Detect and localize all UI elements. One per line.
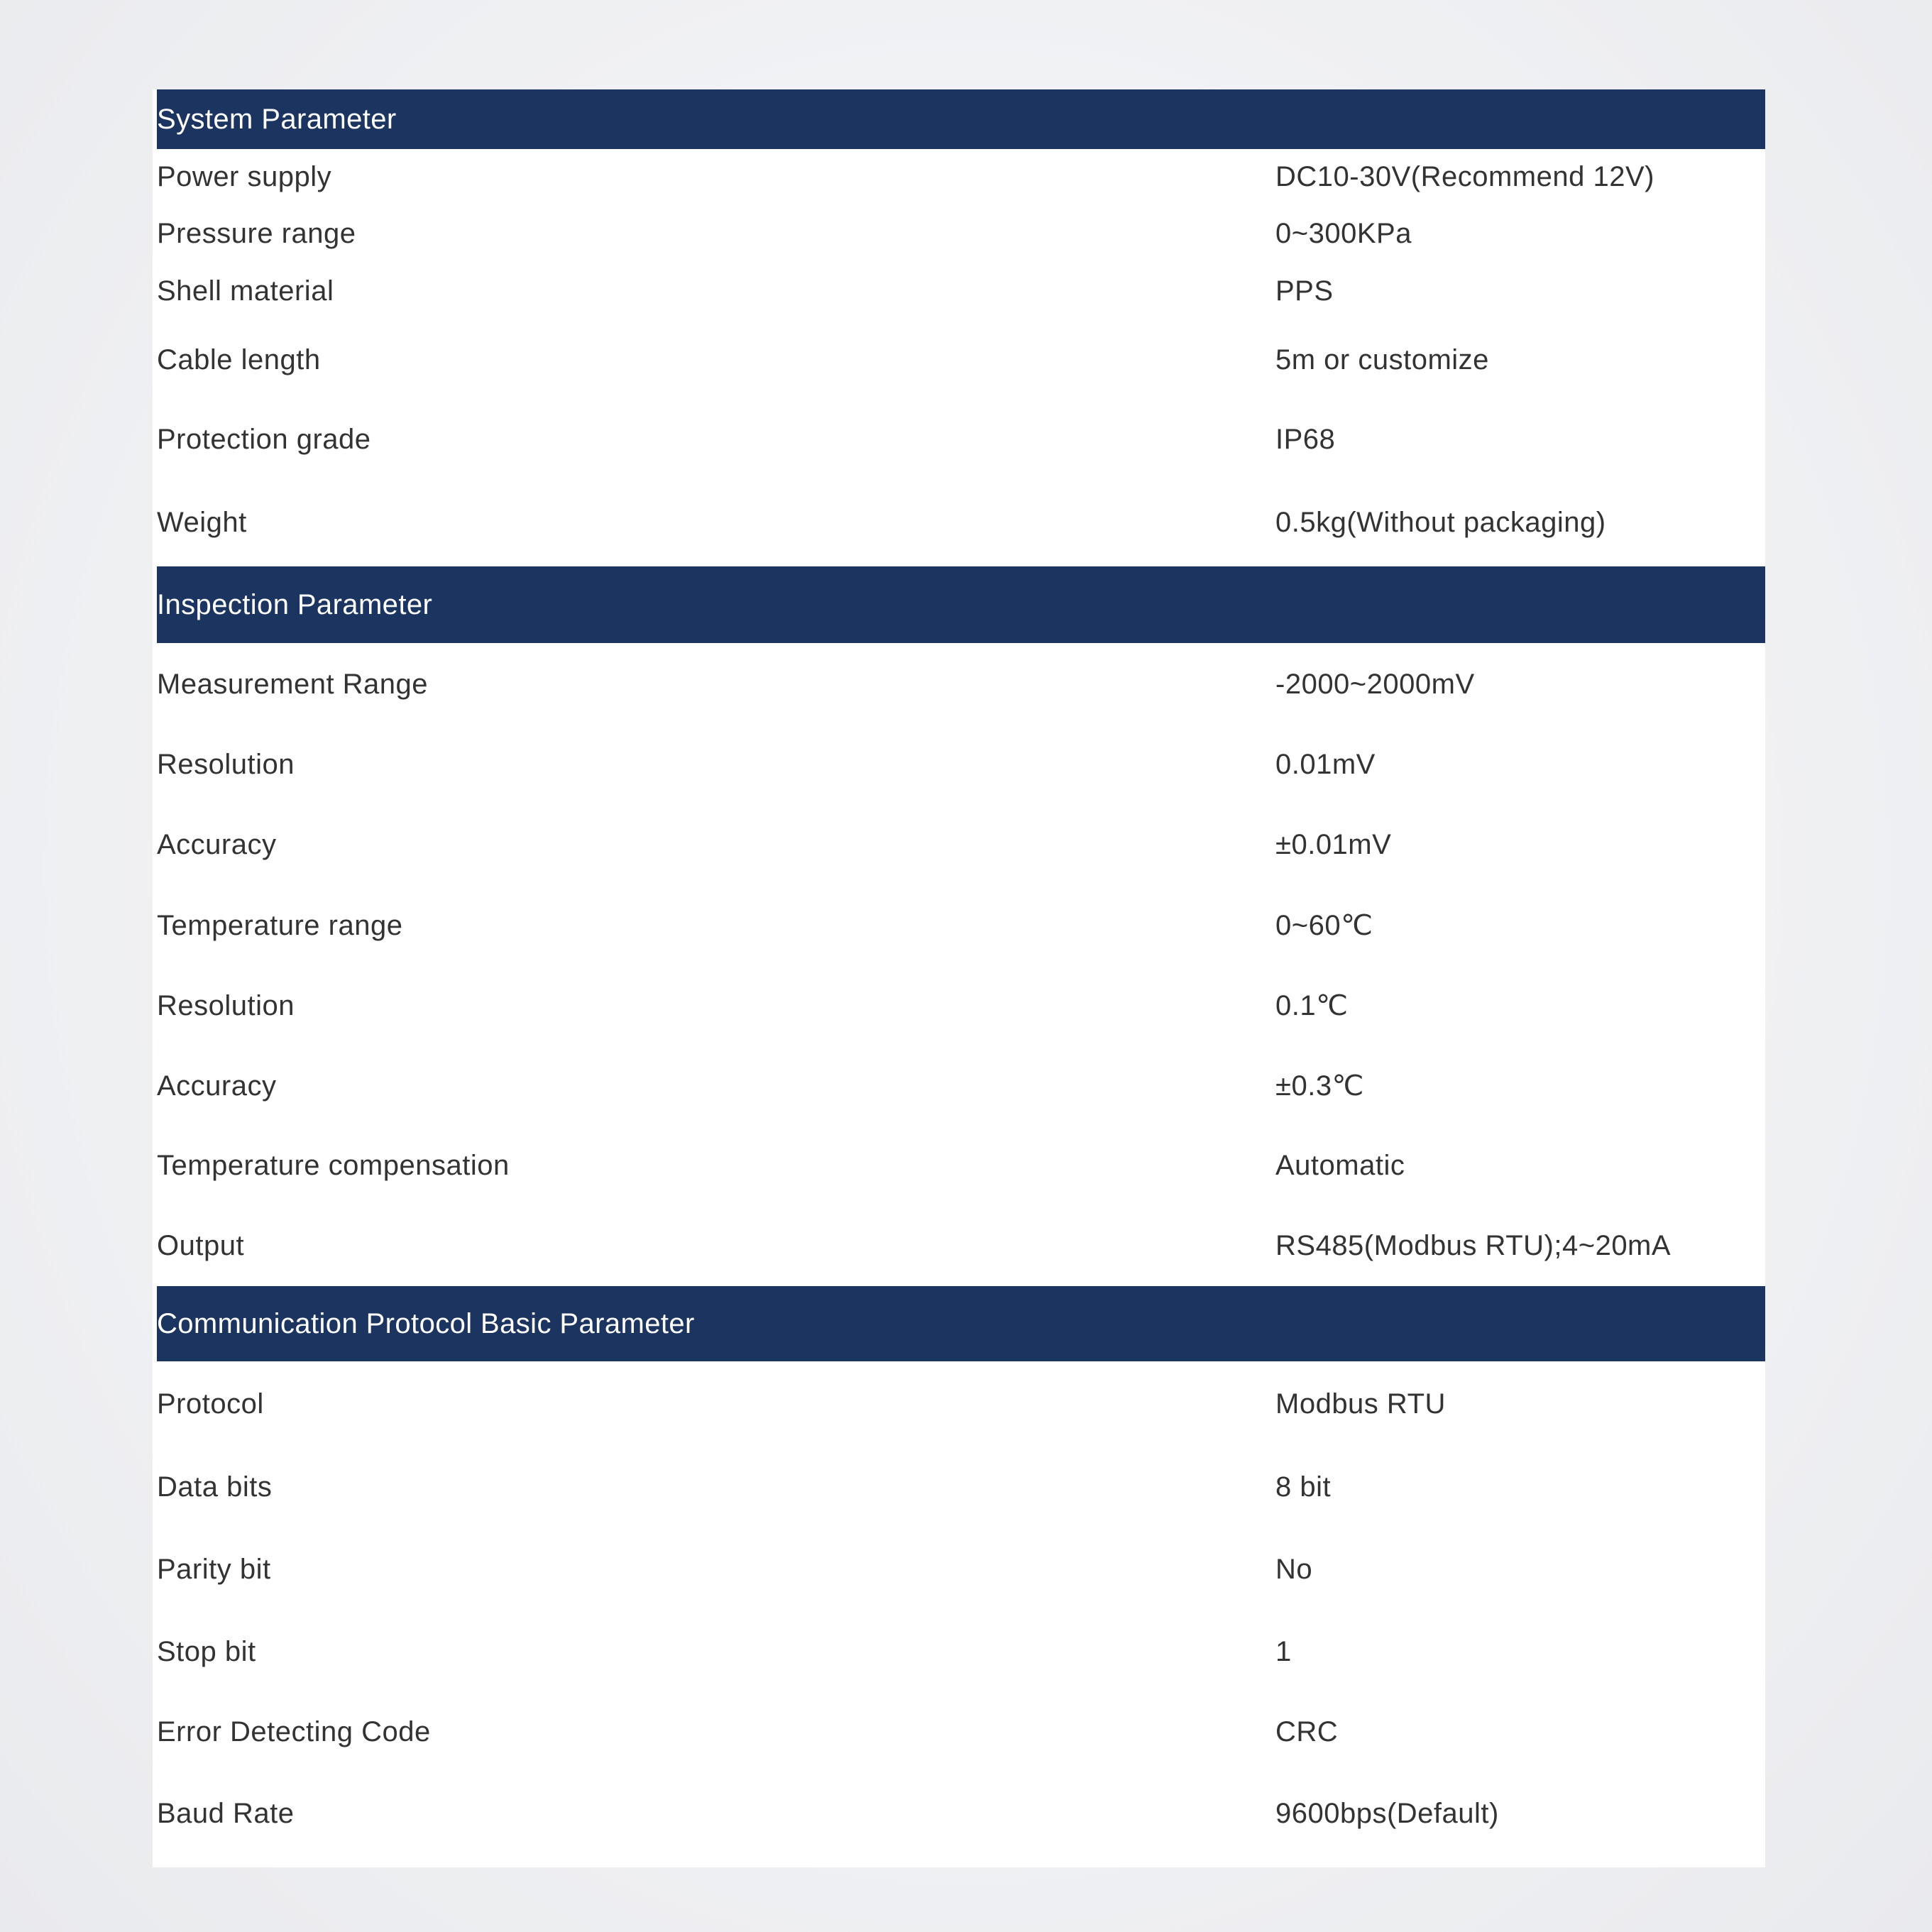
table-row <box>157 725 1765 803</box>
row-value: DC10-30V(Recommend 12V) <box>1275 160 1654 192</box>
row-label: Protection grade <box>157 423 371 455</box>
row-value: ±0.01mV <box>1275 828 1392 860</box>
row-label: Shell material <box>157 275 334 307</box>
row-label: Data bits <box>157 1471 273 1503</box>
section-title: Inspection Parameter <box>157 588 433 620</box>
row-label: Error Detecting Code <box>157 1716 431 1747</box>
section-title: System Parameter <box>157 103 397 135</box>
table-row <box>157 1361 1765 1447</box>
spec-card <box>153 89 1765 1867</box>
row-label: Accuracy <box>157 1070 277 1102</box>
row-label: Stop bit <box>157 1635 256 1667</box>
row-label: Pressure range <box>157 217 356 249</box>
table-row <box>157 886 1765 965</box>
row-value: 5m or customize <box>1275 344 1489 375</box>
spec-table <box>157 89 1765 1855</box>
section-title: Communication Protocol Basic Parameter <box>157 1307 695 1339</box>
row-label: Output <box>157 1229 245 1261</box>
row-label: Protocol <box>157 1388 264 1420</box>
table-row <box>157 263 1765 319</box>
table-row <box>157 1205 1765 1286</box>
row-value: ±0.3℃ <box>1275 1070 1364 1102</box>
row-label: Resolution <box>157 748 295 780</box>
row-value: Automatic <box>1275 1149 1405 1181</box>
row-value: Modbus RTU <box>1275 1388 1446 1420</box>
row-value: 1 <box>1275 1635 1292 1667</box>
table-row <box>157 204 1765 263</box>
table-row <box>157 319 1765 400</box>
table-row <box>157 1611 1765 1692</box>
row-label: Power supply <box>157 160 332 192</box>
row-label: Baud Rate <box>157 1797 295 1829</box>
row-value: PPS <box>1275 275 1334 307</box>
table-row <box>157 1126 1765 1205</box>
row-value: No <box>1275 1553 1313 1585</box>
section-header-inspection-parameter <box>157 566 1765 643</box>
table-row <box>157 478 1765 566</box>
row-value: 0.01mV <box>1275 748 1376 780</box>
row-label: Temperature range <box>157 909 403 941</box>
row-label: Resolution <box>157 989 295 1021</box>
row-label: Weight <box>157 506 247 538</box>
row-value: IP68 <box>1275 423 1336 455</box>
row-value: -2000~2000mV <box>1275 668 1475 700</box>
row-value: 8 bit <box>1275 1471 1332 1503</box>
table-row <box>157 149 1765 204</box>
table-row <box>157 1527 1765 1611</box>
section-header-communication-protocol <box>157 1286 1765 1361</box>
row-value: CRC <box>1275 1716 1339 1747</box>
table-row <box>157 643 1765 725</box>
table-row <box>157 1046 1765 1126</box>
table-row <box>157 965 1765 1046</box>
section-header-system-parameter <box>157 89 1765 149</box>
row-value: 0.5kg(Without packaging) <box>1275 506 1606 538</box>
row-value: 0.1℃ <box>1275 990 1349 1021</box>
row-label: Cable length <box>157 344 321 375</box>
row-value: RS485(Modbus RTU);4~20mA <box>1275 1229 1672 1261</box>
row-value: 9600bps(Default) <box>1275 1797 1499 1829</box>
table-row <box>157 1772 1765 1855</box>
table-row <box>157 1692 1765 1772</box>
table-row <box>157 1447 1765 1527</box>
row-label: Measurement Range <box>157 668 429 700</box>
row-label: Parity bit <box>157 1553 271 1585</box>
row-label: Temperature compensation <box>157 1149 510 1181</box>
table-row <box>157 803 1765 886</box>
row-value: 0~60℃ <box>1275 910 1373 941</box>
row-value: 0~300KPa <box>1275 217 1412 249</box>
table-row <box>157 400 1765 478</box>
row-label: Accuracy <box>157 828 277 860</box>
